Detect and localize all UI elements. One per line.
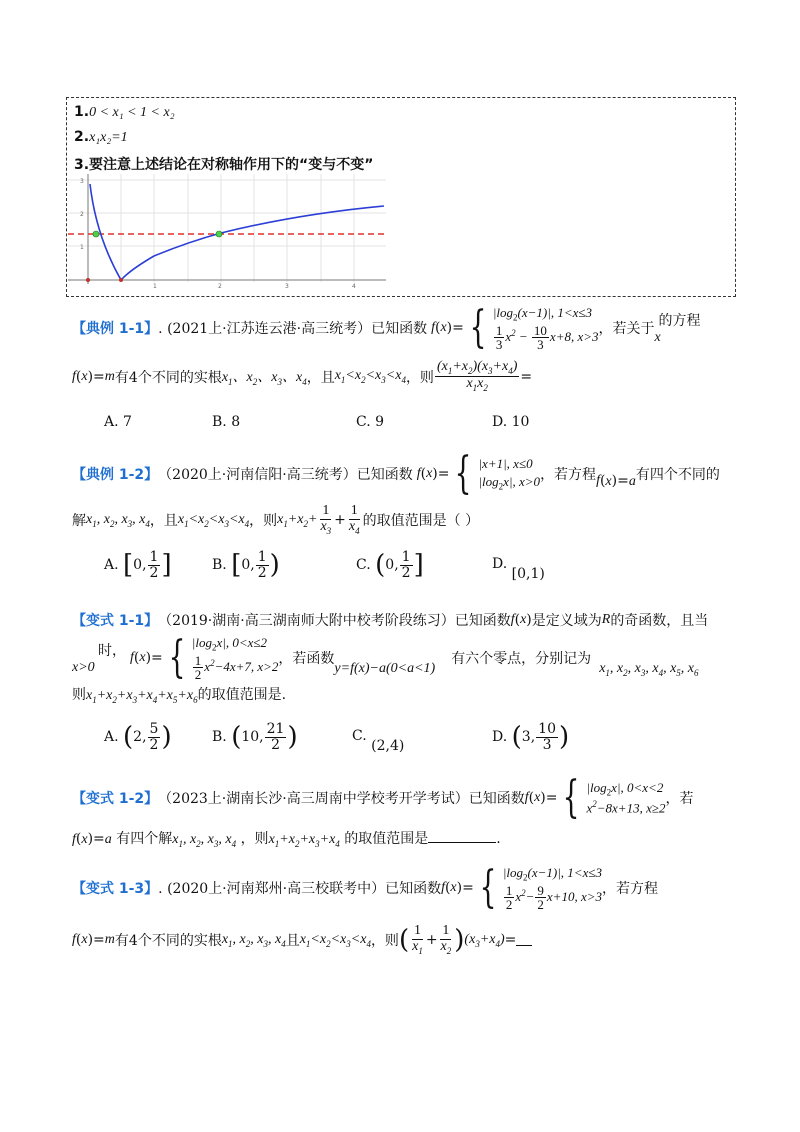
x-tick-1: 1 <box>153 283 157 290</box>
tag-variant-1-3: 【变式 1-3】 <box>72 881 159 897</box>
piecewise-function-v1-1: { $|\log_2x|$, 0<x≤2 $\frac{1}{2}$ $x^2-4x+7$, x>2 <box>168 632 279 683</box>
piecewise-function-1-1: { $|\log_2(x-1)|$, 1<x≤3 $\frac{1}{3}$ $x^2$ − $\frac{10}{3}$ x+8, x>3 <box>469 302 599 353</box>
y-tick-2: 2 <box>80 211 84 218</box>
zero-point <box>119 278 123 282</box>
tag-variant-1-1: 【变式 1-1】 <box>72 613 159 629</box>
intersection-point-x2 <box>216 231 222 237</box>
tag-variant-1-2: 【变式 1-2】 <box>72 791 159 807</box>
piecewise-function-1-2: { |x+1|, x≤0 $|\log_2x|$, x>0 <box>455 448 541 499</box>
grid <box>68 174 386 282</box>
tag-example-1-1: 【典例 1-1】 <box>72 321 159 337</box>
option-1-1-a[interactable]: A. 7 <box>104 414 132 430</box>
option-1-1-d[interactable]: D. 10 <box>492 414 530 430</box>
option-1-2-b[interactable]: B. [0, $\frac{1}{2}$ ) <box>212 549 280 581</box>
variant-1-3: 【变式 1-3】 . (2020上·河南郑州·高三校联考中）已知函数 f ( x )= { $|\log_2(x-1)|$, 1<x≤3 $\frac{1}{2}$ $x^2-$ $\frac{9}{2}$ x+10, x>3 ，若方程 f ( x )= m 有4个不同的实根 $x_1$, $x_2$, $x_3$, $x_4$ 且 $x_1<x_2<x_3<x_4$ ，则 ( $\frac{1}{x_1}$ + $\frac{1}{x_2}$ ) $(x_3+x_4)$ = <box>72 862 658 956</box>
option-v1-1-b[interactable]: B. (10, $\frac{21}{2}$ ) <box>212 721 298 753</box>
option-1-2-c[interactable]: C. (0, $\frac{1}{2}$ ] <box>356 549 424 581</box>
note-line-1: 1.0 < x₁ < 1 < x₂ <box>74 104 175 120</box>
option-v1-1-a[interactable]: A. (2, $\frac{5}{2}$ ) <box>104 721 172 753</box>
y-tick-3: 3 <box>80 178 84 185</box>
y-tick-1: 1 <box>80 244 84 251</box>
example-1-1: 【典例 1-1】 . (2021上·江苏连云港·高三统考）已知函数 f ( x )= { $|\log_2(x-1)|$, 1<x≤3 $\frac{1}{3}$ $x^2$ − $\frac{10}{3}$ x+8, x>3 ，若关于 的方程 x f ( x )= m 有4个不同的实根 $x_1$、$x_2$、$x_3$、$x_4$ ，且 $x_1<x_2<x_3<x_4$ ，则 $\frac{(x_1+x_2)(x_3+x_4)}{x_1x_2}$ = <box>72 302 701 394</box>
option-1-1-b[interactable]: B. 8 <box>212 414 241 430</box>
intersection-point-x1 <box>93 231 99 237</box>
note-line-3: 3.要注意上述结论在对称轴作用下的“变与不变” <box>74 157 374 173</box>
option-1-2-d[interactable]: D. [0,1) <box>492 556 545 582</box>
x-tick-2: 2 <box>218 283 222 290</box>
curve-log-abs <box>90 184 384 280</box>
function-graph <box>68 174 386 290</box>
variant-1-1: 【变式 1-1】 （2019·湖南·高三湖南师大附中校考阶段练习）已知函数 f ( x ) 是定义域为 R 的奇函数，且当 时， x>0 f ( x )= { $|\log_2x|$, 0<x≤2 $\frac{1}{2}$ $x^2-4x+7$, x>2 ，若函数 y=f(x)−a(0<a<1) 有六个零点，分别记为 $x_1$, $x_2$, $x_3$, $x_4$, $x_5$, $x_6$ 则$x_1+x_2+x_3+x_4+x_5+x_6$的取值范围是. <box>72 612 709 705</box>
x-tick-3: 3 <box>285 283 289 290</box>
note-line-2: 2.x₁x₂=1 <box>74 129 128 145</box>
piecewise-function-v1-3: { $|\log_2(x-1)|$, 1<x≤3 $\frac{1}{2}$ $x^2-$ $\frac{9}{2}$ x+10, x>3 <box>479 862 602 913</box>
piecewise-function-v1-2: { $|\log_2x|$, 0<x<2 $x^2-8x+13$, x≥2 <box>563 772 666 823</box>
origin-point <box>86 278 90 282</box>
option-1-2-a[interactable]: A. [0, $\frac{1}{2}$ ] <box>104 549 172 581</box>
answer-blank-v1-3[interactable] <box>516 933 532 946</box>
option-v1-1-c[interactable]: C. (2,4) <box>352 728 405 754</box>
variant-1-2: 【变式 1-2】 （2023上·湖南长沙·高三周南中学校考开学考试）已知函数 f ( x )= { $|\log_2x|$, 0<x<2 $x^2-8x+13$, x≥2 ，若 f(x)=a 有四个解$x_1$, $x_2$, $x_3$, $x_4$ ，则$x_1+x_2+x_3+x_4$ 的取值范围是 . <box>72 772 694 849</box>
answer-blank[interactable] <box>428 830 496 843</box>
tag-example-1-2: 【典例 1-2】 <box>72 467 159 483</box>
option-v1-1-d[interactable]: D. (3, $\frac{10}{3}$ ) <box>492 721 570 753</box>
example-1-2: 【典例 1-2】 （2020上·河南信阳·高三统考）已知函数 f ( x )= { |x+1|, x≤0 $|\log_2x|$, x>0 ，若方程 f (x)=a 有四个不同的 解 $x_1$, $x_2$, $x_3$, $x_4$ ，且 $x_1<x_2<x_3<x_4$ ，则 $x_1+x_2+$ $\frac{1}{x_3}$ + $\frac{1}{x_4}$ 的取值范围是（ ） <box>72 448 720 536</box>
x-tick-4: 4 <box>352 283 356 290</box>
option-1-1-c[interactable]: C. 9 <box>356 414 385 430</box>
